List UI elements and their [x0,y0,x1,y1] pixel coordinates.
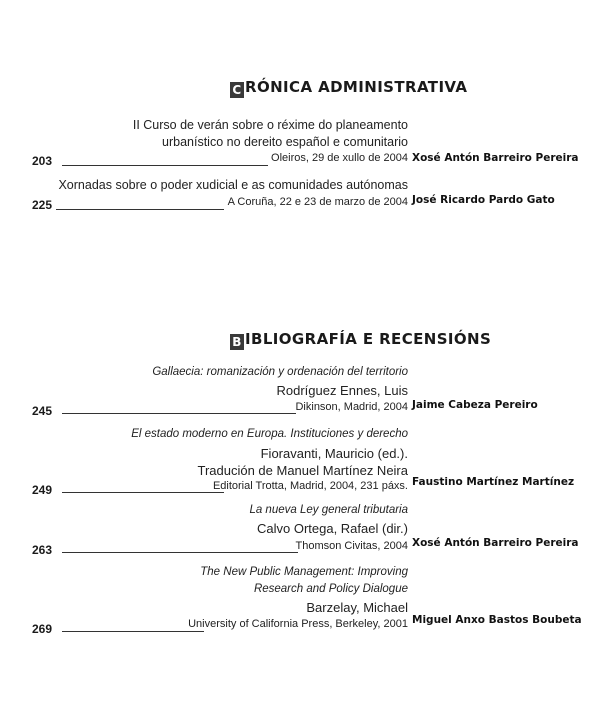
publication-info: Thomson Civitas, 2004 [295,540,408,552]
book-title-line: The New Public Management: Improving [200,566,408,578]
publication-info: Dikinson, Madrid, 2004 [295,401,408,413]
page-number: 225 [32,198,53,212]
section-heading-rest: RÓNICA ADMINISTRATIVA [245,78,468,96]
leader-rule [62,165,268,166]
book-author: Calvo Ortega, Rafael (dir.) [256,521,408,536]
section-heading-bibliografia [230,330,491,350]
page-number: 249 [32,483,53,497]
leader-rule [62,631,204,632]
page-number: 269 [32,622,53,636]
leader-rule [62,413,296,414]
book-author: Barzelay, Michael [306,600,408,615]
book-author: Rodríguez Ennes, Luis [276,383,408,398]
reviewer-author: Xosé Antón Barreiro Pereira [412,152,579,164]
page-number: 263 [32,543,53,557]
reviewer-author: Miguel Anxo Bastos Boubeta [412,614,582,626]
entry-title-line: II Curso de verán sobre o réxime do planeamento [132,118,408,132]
publication-info: A Coruña, 22 e 23 de marzo de 2004 [227,196,408,208]
book-title: La nueva Ley general tributaria [249,504,408,516]
reviewer-author: Xosé Antón Barreiro Pereira [412,537,579,549]
book-translator: Tradución de Manuel Martínez Neira [197,463,408,478]
publication-info: Editorial Trotta, Madrid, 2004, 231 páxs. [212,480,408,492]
reviewer-author: Jaime Cabeza Pereiro [412,399,538,411]
book-title: El estado moderno en Europa. Instituciones y derecho [131,428,408,440]
leader-rule [62,492,224,493]
reviewer-author: José Ricardo Pardo Gato [412,194,555,206]
page-number: 203 [32,154,53,168]
book-author: Fioravanti, Mauricio (ed.). [260,446,408,461]
drop-cap-b: B [230,334,244,350]
drop-cap-c: C [230,82,244,98]
entry-title-line: Xornadas sobre o poder xudicial e as comunidades autónomas [58,178,408,192]
leader-rule [56,209,224,210]
publication-info: University of California Press, Berkeley, 2001 [188,618,408,630]
page-number: 245 [32,404,53,418]
section-heading-cronica [230,78,467,98]
leader-rule [62,552,298,553]
reviewer-author: Faustino Martínez Martínez [412,476,575,488]
publication-info: Oleiros, 29 de xullo de 2004 [271,152,408,164]
section-heading-rest: IBLIOGRAFÍA E RECENSIÓNS [245,330,492,348]
book-title-line: Research and Policy Dialogue [253,583,408,595]
book-title: Gallaecia: romanización y ordenación del territorio [152,366,408,378]
entry-title-line: urbanístico no dereito español e comunitario [162,135,408,149]
